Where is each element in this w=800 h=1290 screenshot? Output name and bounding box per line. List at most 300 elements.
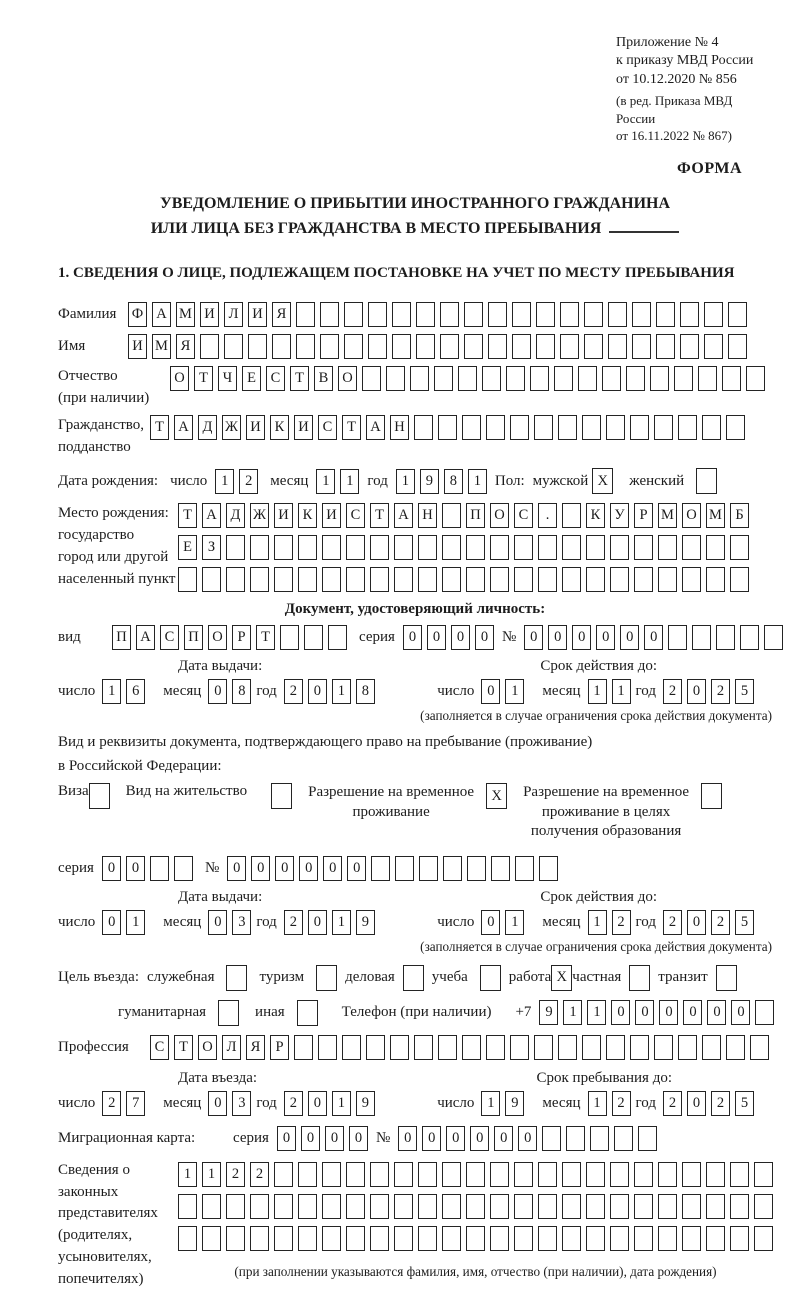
visa-checkbox[interactable] — [89, 783, 110, 809]
char-box[interactable] — [178, 1194, 197, 1219]
char-box[interactable]: К — [270, 415, 289, 440]
char-box[interactable]: Я — [246, 1035, 265, 1060]
purpose-work-checkbox[interactable]: X — [551, 965, 572, 991]
purpose-other-checkbox[interactable] — [297, 1000, 318, 1026]
char-box[interactable]: П — [112, 625, 131, 650]
char-box[interactable]: 2 — [612, 1091, 631, 1116]
char-box[interactable] — [706, 567, 725, 592]
char-box[interactable]: А — [174, 415, 193, 440]
char-box[interactable] — [370, 1162, 389, 1187]
char-box[interactable] — [538, 1194, 557, 1219]
char-box[interactable]: И — [200, 302, 219, 327]
char-box[interactable] — [746, 366, 765, 391]
char-box[interactable] — [656, 334, 675, 359]
char-box[interactable]: С — [150, 1035, 169, 1060]
char-box[interactable] — [202, 1226, 221, 1251]
char-box[interactable] — [506, 366, 525, 391]
char-box[interactable]: 0 — [611, 1000, 630, 1025]
char-box[interactable] — [342, 1035, 361, 1060]
char-box[interactable] — [488, 302, 507, 327]
char-box[interactable] — [706, 1162, 725, 1187]
char-box[interactable] — [490, 1226, 509, 1251]
char-box[interactable] — [322, 1162, 341, 1187]
char-box[interactable]: О — [170, 366, 189, 391]
char-box[interactable] — [328, 625, 347, 650]
char-box[interactable]: 1 — [481, 1091, 500, 1116]
char-box[interactable] — [274, 567, 293, 592]
char-box[interactable] — [458, 366, 477, 391]
char-box[interactable] — [298, 1226, 317, 1251]
char-box[interactable]: Н — [390, 415, 409, 440]
char-box[interactable]: 0 — [446, 1126, 465, 1151]
purpose-tourism-checkbox[interactable] — [316, 965, 337, 991]
char-box[interactable] — [754, 1194, 773, 1219]
char-box[interactable] — [346, 567, 365, 592]
char-box[interactable]: Д — [226, 503, 245, 528]
char-box[interactable] — [538, 1162, 557, 1187]
char-box[interactable] — [610, 1194, 629, 1219]
char-box[interactable]: 0 — [707, 1000, 726, 1025]
char-box[interactable]: 2 — [711, 1091, 730, 1116]
char-box[interactable] — [318, 1035, 337, 1060]
char-box[interactable]: 1 — [563, 1000, 582, 1025]
char-box[interactable] — [178, 1226, 197, 1251]
char-box[interactable] — [248, 334, 267, 359]
char-box[interactable] — [346, 535, 365, 560]
char-box[interactable]: 0 — [524, 625, 543, 650]
char-box[interactable] — [578, 366, 597, 391]
char-box[interactable] — [416, 302, 435, 327]
char-box[interactable]: Л — [224, 302, 243, 327]
char-box[interactable] — [514, 1226, 533, 1251]
char-box[interactable] — [440, 302, 459, 327]
char-box[interactable] — [610, 535, 629, 560]
char-box[interactable]: 0 — [481, 910, 500, 935]
char-box[interactable] — [250, 1226, 269, 1251]
char-box[interactable] — [462, 415, 481, 440]
char-box[interactable] — [634, 567, 653, 592]
char-box[interactable] — [322, 535, 341, 560]
char-box[interactable] — [322, 1194, 341, 1219]
char-box[interactable]: Р — [232, 625, 251, 650]
char-box[interactable] — [394, 1226, 413, 1251]
char-box[interactable] — [630, 1035, 649, 1060]
char-box[interactable] — [370, 1226, 389, 1251]
char-box[interactable]: Т — [194, 366, 213, 391]
char-box[interactable] — [226, 1194, 245, 1219]
char-box[interactable] — [482, 366, 501, 391]
char-box[interactable] — [634, 1162, 653, 1187]
char-box[interactable] — [658, 567, 677, 592]
char-box[interactable] — [390, 1035, 409, 1060]
char-box[interactable]: И — [274, 503, 293, 528]
char-box[interactable] — [466, 567, 485, 592]
char-box[interactable] — [740, 625, 759, 650]
purpose-business-checkbox[interactable] — [403, 965, 424, 991]
char-box[interactable]: 8 — [444, 469, 463, 494]
char-box[interactable] — [150, 856, 169, 881]
char-box[interactable] — [682, 1162, 701, 1187]
char-box[interactable]: 1 — [505, 679, 524, 704]
char-box[interactable] — [346, 1162, 365, 1187]
char-box[interactable] — [764, 625, 783, 650]
char-box[interactable] — [462, 1035, 481, 1060]
char-box[interactable]: 0 — [470, 1126, 489, 1151]
char-box[interactable] — [716, 625, 735, 650]
char-box[interactable]: 0 — [126, 856, 145, 881]
char-box[interactable]: Д — [198, 415, 217, 440]
char-box[interactable]: Ч — [218, 366, 237, 391]
char-box[interactable]: Т — [178, 503, 197, 528]
char-box[interactable] — [562, 503, 581, 528]
char-box[interactable] — [418, 1162, 437, 1187]
char-box[interactable]: 1 — [468, 469, 487, 494]
char-box[interactable]: 2 — [284, 1091, 303, 1116]
char-box[interactable] — [682, 535, 701, 560]
char-box[interactable] — [658, 535, 677, 560]
char-box[interactable]: 1 — [126, 910, 145, 935]
char-box[interactable] — [634, 535, 653, 560]
char-box[interactable]: М — [706, 503, 725, 528]
char-box[interactable]: 0 — [208, 1091, 227, 1116]
char-box[interactable] — [512, 302, 531, 327]
char-box[interactable] — [438, 1035, 457, 1060]
char-box[interactable] — [178, 567, 197, 592]
char-box[interactable] — [706, 1194, 725, 1219]
char-box[interactable] — [634, 1226, 653, 1251]
char-box[interactable] — [434, 366, 453, 391]
char-box[interactable]: 2 — [226, 1162, 245, 1187]
char-box[interactable]: . — [538, 503, 557, 528]
char-box[interactable]: 1 — [588, 910, 607, 935]
char-box[interactable]: С — [514, 503, 533, 528]
char-box[interactable] — [704, 302, 723, 327]
char-box[interactable]: Т — [370, 503, 389, 528]
char-box[interactable]: 0 — [347, 856, 366, 881]
char-box[interactable] — [608, 334, 627, 359]
char-box[interactable]: 0 — [731, 1000, 750, 1025]
char-box[interactable] — [704, 334, 723, 359]
purpose-private-checkbox[interactable] — [629, 965, 650, 991]
char-box[interactable]: Ж — [250, 503, 269, 528]
char-box[interactable] — [366, 1035, 385, 1060]
char-box[interactable]: Е — [178, 535, 197, 560]
char-box[interactable] — [419, 856, 438, 881]
char-box[interactable]: М — [658, 503, 677, 528]
char-box[interactable] — [320, 334, 339, 359]
char-box[interactable] — [538, 1226, 557, 1251]
char-box[interactable] — [250, 567, 269, 592]
char-box[interactable]: 0 — [398, 1126, 417, 1151]
char-box[interactable] — [606, 415, 625, 440]
char-box[interactable]: 0 — [308, 679, 327, 704]
char-box[interactable] — [442, 503, 461, 528]
char-box[interactable]: С — [318, 415, 337, 440]
char-box[interactable] — [530, 366, 549, 391]
char-box[interactable]: Б — [730, 503, 749, 528]
char-box[interactable] — [562, 567, 581, 592]
char-box[interactable]: 9 — [356, 1091, 375, 1116]
char-box[interactable] — [464, 334, 483, 359]
char-box[interactable]: М — [176, 302, 195, 327]
char-box[interactable] — [538, 535, 557, 560]
char-box[interactable] — [602, 366, 621, 391]
char-box[interactable]: 1 — [340, 469, 359, 494]
char-box[interactable]: Ж — [222, 415, 241, 440]
char-box[interactable]: 0 — [644, 625, 663, 650]
char-box[interactable]: Я — [272, 302, 291, 327]
char-box[interactable] — [467, 856, 486, 881]
char-box[interactable] — [274, 1162, 293, 1187]
char-box[interactable]: О — [338, 366, 357, 391]
char-box[interactable]: 0 — [475, 625, 494, 650]
char-box[interactable]: Р — [270, 1035, 289, 1060]
char-box[interactable]: 2 — [663, 1091, 682, 1116]
char-box[interactable] — [692, 625, 711, 650]
char-box[interactable] — [610, 1226, 629, 1251]
char-box[interactable]: К — [586, 503, 605, 528]
char-box[interactable]: 0 — [659, 1000, 678, 1025]
char-box[interactable] — [754, 1226, 773, 1251]
char-box[interactable] — [539, 856, 558, 881]
char-box[interactable]: П — [184, 625, 203, 650]
char-box[interactable] — [656, 302, 675, 327]
char-box[interactable] — [514, 567, 533, 592]
char-box[interactable] — [274, 1226, 293, 1251]
char-box[interactable] — [728, 334, 747, 359]
char-box[interactable]: С — [160, 625, 179, 650]
char-box[interactable]: 2 — [284, 910, 303, 935]
char-box[interactable]: 1 — [215, 469, 234, 494]
char-box[interactable] — [730, 1162, 749, 1187]
char-box[interactable] — [298, 535, 317, 560]
char-box[interactable] — [582, 415, 601, 440]
char-box[interactable] — [632, 302, 651, 327]
char-box[interactable]: 0 — [481, 679, 500, 704]
char-box[interactable]: 0 — [308, 910, 327, 935]
char-box[interactable]: 3 — [232, 1091, 251, 1116]
char-box[interactable] — [442, 567, 461, 592]
char-box[interactable] — [410, 366, 429, 391]
char-box[interactable] — [386, 366, 405, 391]
char-box[interactable] — [466, 535, 485, 560]
char-box[interactable]: Н — [418, 503, 437, 528]
char-box[interactable] — [514, 1194, 533, 1219]
char-box[interactable]: 2 — [102, 1091, 121, 1116]
char-box[interactable]: 1 — [332, 1091, 351, 1116]
char-box[interactable] — [582, 1035, 601, 1060]
char-box[interactable]: 2 — [612, 910, 631, 935]
char-box[interactable] — [562, 1162, 581, 1187]
char-box[interactable] — [730, 1194, 749, 1219]
char-box[interactable] — [394, 1194, 413, 1219]
char-box[interactable] — [418, 567, 437, 592]
char-box[interactable]: 2 — [711, 910, 730, 935]
char-box[interactable] — [226, 567, 245, 592]
char-box[interactable] — [442, 535, 461, 560]
char-box[interactable]: С — [266, 366, 285, 391]
char-box[interactable] — [562, 1226, 581, 1251]
char-box[interactable]: 1 — [588, 679, 607, 704]
char-box[interactable] — [626, 366, 645, 391]
char-box[interactable] — [443, 856, 462, 881]
char-box[interactable] — [726, 1035, 745, 1060]
char-box[interactable]: 0 — [208, 910, 227, 935]
char-box[interactable] — [442, 1194, 461, 1219]
char-box[interactable] — [488, 334, 507, 359]
char-box[interactable] — [726, 415, 745, 440]
char-box[interactable] — [606, 1035, 625, 1060]
char-box[interactable] — [654, 1035, 673, 1060]
char-box[interactable]: 0 — [308, 1091, 327, 1116]
char-box[interactable] — [486, 415, 505, 440]
char-box[interactable] — [706, 535, 725, 560]
char-box[interactable] — [490, 1162, 509, 1187]
char-box[interactable] — [680, 302, 699, 327]
char-box[interactable] — [702, 1035, 721, 1060]
char-box[interactable] — [682, 1226, 701, 1251]
purpose-study-checkbox[interactable] — [480, 965, 501, 991]
char-box[interactable] — [368, 334, 387, 359]
char-box[interactable] — [370, 567, 389, 592]
char-box[interactable]: А — [152, 302, 171, 327]
char-box[interactable] — [560, 334, 579, 359]
char-box[interactable]: А — [202, 503, 221, 528]
char-box[interactable] — [674, 366, 693, 391]
char-box[interactable]: О — [490, 503, 509, 528]
char-box[interactable] — [586, 1194, 605, 1219]
char-box[interactable]: 0 — [208, 679, 227, 704]
char-box[interactable] — [250, 1194, 269, 1219]
char-box[interactable]: 3 — [232, 910, 251, 935]
char-box[interactable] — [562, 1194, 581, 1219]
sex-male-checkbox[interactable]: X — [592, 468, 613, 494]
char-box[interactable]: О — [198, 1035, 217, 1060]
char-box[interactable] — [322, 1226, 341, 1251]
char-box[interactable] — [392, 334, 411, 359]
char-box[interactable]: Т — [174, 1035, 193, 1060]
char-box[interactable]: 9 — [356, 910, 375, 935]
char-box[interactable]: Т — [290, 366, 309, 391]
char-box[interactable]: И — [294, 415, 313, 440]
char-box[interactable]: 2 — [284, 679, 303, 704]
char-box[interactable] — [722, 366, 741, 391]
char-box[interactable] — [296, 334, 315, 359]
char-box[interactable] — [510, 415, 529, 440]
char-box[interactable]: Л — [222, 1035, 241, 1060]
char-box[interactable]: А — [366, 415, 385, 440]
char-box[interactable]: Е — [242, 366, 261, 391]
char-box[interactable] — [514, 1162, 533, 1187]
char-box[interactable]: С — [346, 503, 365, 528]
char-box[interactable] — [584, 302, 603, 327]
char-box[interactable]: 0 — [620, 625, 639, 650]
char-box[interactable] — [371, 856, 390, 881]
char-box[interactable]: 9 — [539, 1000, 558, 1025]
char-box[interactable] — [466, 1162, 485, 1187]
char-box[interactable] — [490, 535, 509, 560]
char-box[interactable] — [584, 334, 603, 359]
char-box[interactable]: 1 — [102, 679, 121, 704]
char-box[interactable] — [418, 1194, 437, 1219]
char-box[interactable]: 6 — [126, 679, 145, 704]
char-box[interactable]: И — [246, 415, 265, 440]
residence-permit-checkbox[interactable] — [271, 783, 292, 809]
char-box[interactable] — [678, 1035, 697, 1060]
char-box[interactable] — [394, 1162, 413, 1187]
char-box[interactable] — [590, 1126, 609, 1151]
char-box[interactable]: 0 — [518, 1126, 537, 1151]
char-box[interactable] — [346, 1226, 365, 1251]
char-box[interactable] — [542, 1126, 561, 1151]
char-box[interactable]: 1 — [505, 910, 524, 935]
char-box[interactable] — [658, 1226, 677, 1251]
char-box[interactable] — [638, 1126, 657, 1151]
char-box[interactable] — [298, 1162, 317, 1187]
char-box[interactable]: 0 — [635, 1000, 654, 1025]
char-box[interactable] — [370, 1194, 389, 1219]
char-box[interactable] — [682, 1194, 701, 1219]
char-box[interactable] — [658, 1194, 677, 1219]
char-box[interactable] — [490, 567, 509, 592]
char-box[interactable] — [566, 1126, 585, 1151]
char-box[interactable] — [370, 535, 389, 560]
char-box[interactable] — [634, 1194, 653, 1219]
char-box[interactable] — [728, 302, 747, 327]
char-box[interactable] — [362, 366, 381, 391]
char-box[interactable] — [491, 856, 510, 881]
char-box[interactable]: 0 — [422, 1126, 441, 1151]
char-box[interactable]: Ф — [128, 302, 147, 327]
char-box[interactable] — [442, 1162, 461, 1187]
char-box[interactable] — [515, 856, 534, 881]
char-box[interactable] — [414, 1035, 433, 1060]
char-box[interactable]: К — [298, 503, 317, 528]
char-box[interactable] — [394, 567, 413, 592]
purpose-transit-checkbox[interactable] — [716, 965, 737, 991]
char-box[interactable] — [250, 535, 269, 560]
char-box[interactable]: 1 — [178, 1162, 197, 1187]
char-box[interactable]: 2 — [663, 679, 682, 704]
char-box[interactable]: О — [682, 503, 701, 528]
char-box[interactable]: 1 — [612, 679, 631, 704]
char-box[interactable] — [274, 1194, 293, 1219]
char-box[interactable]: 0 — [403, 625, 422, 650]
char-box[interactable] — [224, 334, 243, 359]
char-box[interactable]: 0 — [572, 625, 591, 650]
char-box[interactable] — [466, 1194, 485, 1219]
char-box[interactable]: 0 — [687, 679, 706, 704]
char-box[interactable]: 9 — [505, 1091, 524, 1116]
char-box[interactable] — [322, 567, 341, 592]
char-box[interactable] — [682, 567, 701, 592]
char-box[interactable]: Т — [342, 415, 361, 440]
char-box[interactable] — [174, 856, 193, 881]
char-box[interactable] — [274, 535, 293, 560]
char-box[interactable]: 8 — [356, 679, 375, 704]
char-box[interactable]: 9 — [420, 469, 439, 494]
char-box[interactable]: 0 — [227, 856, 246, 881]
char-box[interactable]: Я — [176, 334, 195, 359]
char-box[interactable]: 0 — [275, 856, 294, 881]
char-box[interactable]: 0 — [277, 1126, 296, 1151]
char-box[interactable]: 2 — [663, 910, 682, 935]
char-box[interactable] — [755, 1000, 774, 1025]
char-box[interactable] — [680, 334, 699, 359]
char-box[interactable] — [512, 334, 531, 359]
char-box[interactable]: 0 — [427, 625, 446, 650]
char-box[interactable] — [534, 1035, 553, 1060]
